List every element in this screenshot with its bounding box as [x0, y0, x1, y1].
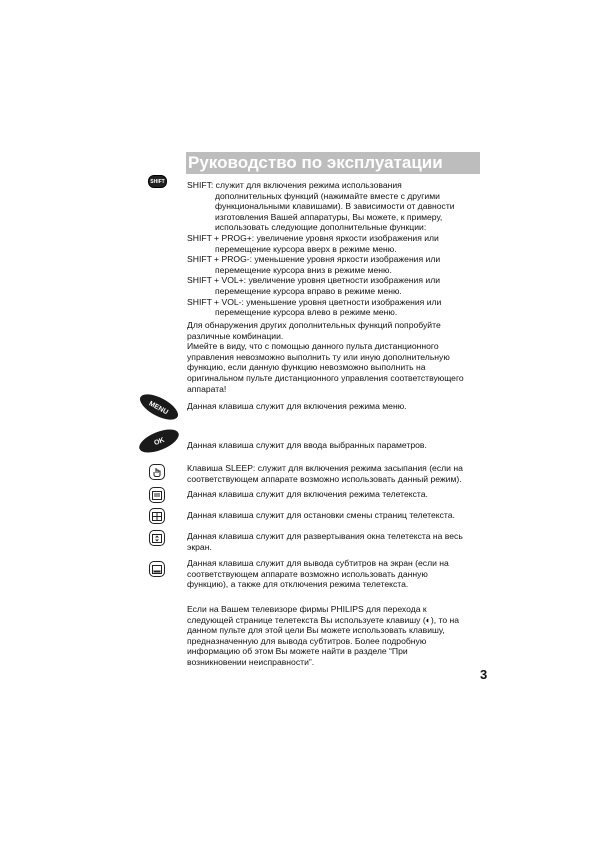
combo-line: SHIFT + VOL+: увеличение уровня цветности изображения или [187, 275, 441, 286]
section-header [186, 152, 480, 174]
shift-key-label: SHIFT [150, 178, 165, 185]
philips-line: Если на Вашем телевизоре фирмы PHILIPS для перехода к [187, 604, 427, 614]
teletext-screen-icon [152, 491, 162, 500]
note-line: Имейте в виду, что с помощью данного пульта дистанционного [187, 341, 439, 352]
note-line: Для обнаружения других дополнительных функций попробуйте [187, 320, 441, 330]
note-line: управления невозможно выполнить ту или иную дополнительную [187, 351, 450, 362]
combo-line: перемещение курсора влево в режиме меню. [215, 307, 398, 318]
note-line: оригинальном пульте дистанционного управления соответствующего [187, 372, 464, 383]
page-number: 3 [480, 667, 488, 682]
philips-line: данном пульте для этой цели Вы можете использовать клавишу, [187, 625, 445, 636]
combo-line: перемещение курсора вверх в режиме меню. [215, 243, 397, 254]
ok-line: Данная клавиша служит для ввода выбранных параметров. [187, 440, 427, 450]
philips-note [187, 604, 482, 668]
expand-description [187, 531, 482, 552]
philips-line: предназначенную для вывода субтитров. Более подробную [187, 635, 427, 646]
philips-line [187, 615, 482, 626]
expand-line: экран. [187, 541, 212, 552]
hold-description [187, 510, 482, 521]
shift-line: изготовления Вашей аппаратуры, Вы можете, к примеру, [215, 211, 443, 222]
sleep-description [187, 463, 482, 484]
combo-line: перемещение курсора вниз в режиме меню. [215, 264, 392, 275]
shift-line: использовать следующие дополнительные функции: [215, 222, 427, 233]
teletext-line: Данная клавиша служит для включения режима телетекста. [187, 489, 428, 499]
philips-line: информацию об этом Вы можете найти в разделе “При [187, 646, 408, 657]
subtitle-key-icon [149, 561, 165, 577]
menu-description [187, 401, 482, 412]
sleep-line: Клавиша SLEEP: служит для включения режима засыпания (если на [187, 463, 463, 473]
menu-line: Данная клавиша служит для включения режима меню. [187, 401, 407, 411]
philips-text: ), то на [430, 614, 460, 625]
teletext-key-icon [149, 487, 165, 503]
notes-paragraph [187, 320, 482, 394]
hold-line: Данная клавиша служит для остановки смены страниц телетекста. [187, 510, 455, 520]
expand-screen-icon [152, 534, 162, 543]
combo-line: перемещение курсора вправо в режиме меню. [215, 285, 402, 296]
ok-key-label: OK [153, 436, 166, 448]
hold-key-icon [149, 508, 165, 524]
combo-line: SHIFT + PROG+: увеличение уровня яркости изображения или [187, 232, 439, 243]
hold-screen-icon [152, 512, 162, 521]
sleep-hand-icon [152, 467, 162, 477]
subtitle-line: соответствующем аппарате возможно использовать данную [187, 568, 428, 579]
expand-line: Данная клавиша служит для развертывания окна телетекста на весь [187, 531, 463, 541]
page-title: Руководство по эксплуатации [188, 153, 443, 172]
expand-key-icon [149, 530, 165, 546]
teletext-description [187, 489, 482, 500]
ok-key-icon [137, 428, 181, 454]
sleep-key-icon [149, 464, 165, 480]
philips-line: возникновении неисправности”. [187, 656, 315, 667]
combo-line: SHIFT + VOL-: уменьшение уровня цветности изображения или [187, 296, 442, 307]
note-line: функцию, если данную функцию невозможно выполнить на [187, 362, 426, 373]
shift-line: функциональными клавишами). В зависимости от давности [215, 201, 455, 212]
sleep-line: соответствующем аппарате возможно использовать данный режим). [187, 473, 462, 484]
subtitle-line: функцию), а также для отключения режима телетекста. [187, 579, 409, 590]
note-line: аппарата! [187, 383, 227, 394]
combo-line: SHIFT + PROG-: уменьшение уровня яркости изображения или [187, 254, 441, 265]
shift-key-icon [148, 175, 167, 188]
shift-line: дополнительных функций (нажимайте вместе с другими [215, 190, 440, 201]
subtitle-screen-icon [152, 565, 162, 574]
subtitle-line: Данная клавиша служит для вывода субтитров на экран (если на [187, 558, 449, 568]
philips-text: следующей странице телетекста Вы используете клавишу ( [187, 614, 426, 625]
shift-line: SHIFT: служит для включения режима использования [187, 180, 402, 190]
subtitle-description [187, 558, 482, 590]
menu-key-label: MENU [147, 400, 170, 417]
menu-key-icon [137, 394, 181, 420]
ok-description [187, 440, 482, 451]
shift-description [187, 180, 482, 318]
next-page-icon: ◐ [425, 614, 431, 625]
note-line: различные комбинации. [187, 330, 284, 341]
